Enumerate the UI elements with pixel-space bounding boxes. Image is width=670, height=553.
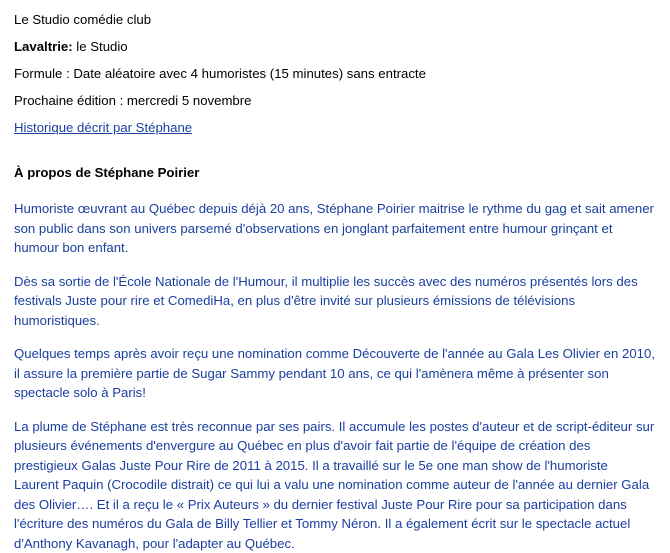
about-heading: À propos de Stéphane Poirier — [14, 163, 656, 183]
about-paragraph-4: La plume de Stéphane est très reconnue par ses pairs. Il accumule les postes d'auteur et de script-éditeur sur plusieurs événements d'envergure au Québec en plus d'avoir fait partie de l'équipe de création des prestigieux Galas Juste Pour Rire de 2011 à 2015. Il a travaillé sur le 5e one man show de l'humoriste Laurent Paquin (Crocodile distrait) ce qui lui a valu une nomination comme auteur de l'année au dernier Gala des Olivier…. Et il a reçu le « Prix Auteurs » du dernier festival Juste Pour Rire pour sa participation dans l'écriture des numéros du Gala de Billy Tellier et Tommy Néron. Il a également écrit sur le spectacle actuel d'Anthony Kavanagh, pour l'adapter au Québec. — [14, 417, 656, 553]
history-link-row — [14, 118, 656, 138]
venue-formula: Formule : Date aléatoire avec 4 humoristes (15 minutes) sans entracte — [14, 64, 656, 84]
history-link[interactable]: Historique décrit par Stéphane — [14, 120, 192, 135]
venue-city-line — [14, 37, 656, 57]
venue-city-label: Lavaltrie: — [14, 39, 73, 54]
about-paragraph-3: Quelques temps après avoir reçu une nomination comme Découverte de l'année au Gala Les Olivier en 2010, il assure la première partie de Sugar Sammy pendant 10 ans, ce qui l'amènera même à présenter son spectacle solo à Paris! — [14, 344, 656, 403]
venue-city-value: le Studio — [73, 39, 128, 54]
about-paragraph-1: Humoriste œuvrant au Québec depuis déjà 20 ans, Stéphane Poirier maitrise le rythme du gag et sait amener son public dans son univers parsemé d'observations en jonglant parfaitement entre humour grinçant et humour bon enfant. — [14, 199, 656, 258]
venue-name: Le Studio comédie club — [14, 10, 656, 30]
venue-next-edition: Prochaine édition : mercredi 5 novembre — [14, 91, 656, 111]
about-paragraph-2: Dès sa sortie de l'École Nationale de l'Humour, il multiplie les succès avec des numéros présentés lors des festivals Juste pour rire et ComediHa, en plus d'être invité sur plusieurs émissions de télévisions humoristiques. — [14, 272, 656, 331]
section-spacer — [14, 145, 656, 163]
